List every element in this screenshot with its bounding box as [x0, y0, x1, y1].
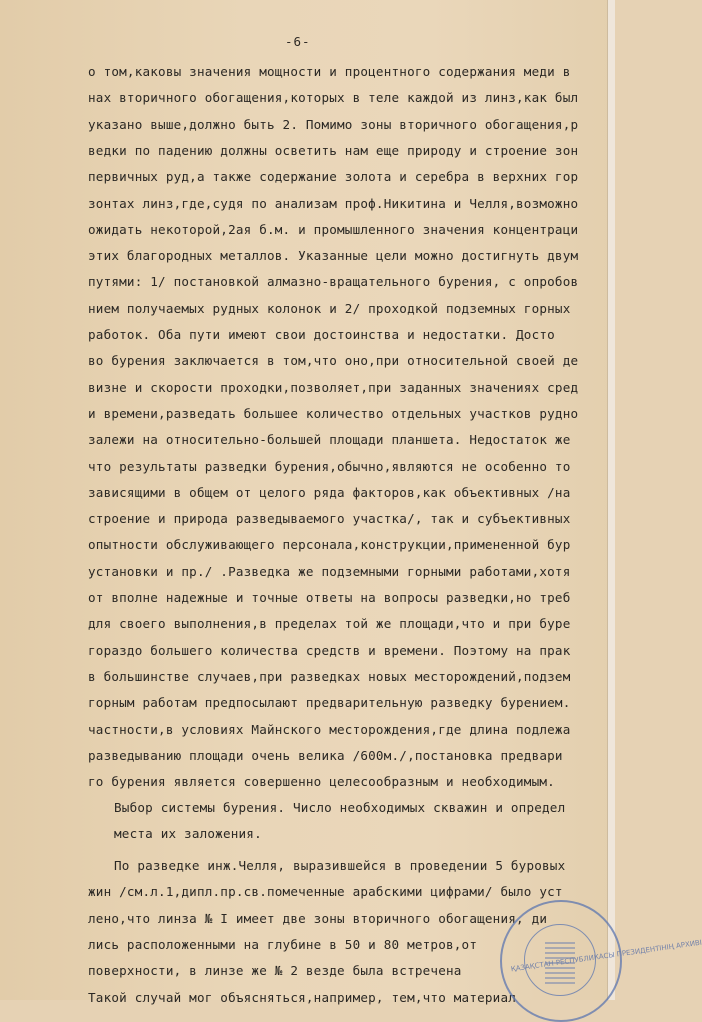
- page-number: -6-: [285, 34, 311, 49]
- stamp-text: ҚАЗАҚСТАН РЕСПУБЛИКАСЫ ПРЕЗИДЕНТІНІҢ АРХИВІ: [510, 938, 702, 974]
- text-line: путями: 1/ постановкой алмазно-вращательного бурения, с опробов: [88, 274, 579, 290]
- text-line: лись расположенными на глубине в 50 и 80 метров,от: [88, 936, 478, 952]
- text-line: Выбор системы бурения. Число необходимых скважин и определ: [114, 800, 566, 815]
- text-line: го бурения является совершенно целесообразным и необходимым.: [88, 774, 555, 790]
- text-line: зонтах линз,где,судя по анализам проф.Никитина и Челля,возможно: [88, 195, 579, 211]
- text-line: опытности обслуживающего персонала,конструкции,примененной бур: [88, 537, 571, 553]
- text-line: жин /см.л.1,дипл.пр.св.помеченные арабскими цифрами/ было уст: [88, 884, 563, 900]
- text-line: первичных руд,а также содержание золота и серебра в верхних гор: [88, 169, 579, 185]
- text-line: нах вторичного обогащения,которых в теле каждой из линз,как был: [88, 90, 579, 106]
- text-line: установки и пр./ .Разведка же подземными горными работами,хотя: [88, 563, 571, 579]
- text-line: частности,в условиях Майнского месторождения,где длина подлежа: [88, 721, 571, 737]
- text-line: работок. Оба пути имеют свои достоинства и недостатки. Досто: [88, 327, 555, 342]
- text-line: в большинстве случаев,при разведках новых месторождений,подзем: [88, 668, 571, 684]
- text-line: во бурения заключается в том,что оно,при относительной своей де: [88, 353, 579, 369]
- text-line: для своего выполнения,в пределах той же площади,что и при буре: [88, 616, 571, 632]
- text-line: гораздо большего количества средств и времени. Поэтому на прак: [88, 642, 571, 658]
- text-line: от вполне надежные и точные ответы на вопросы разведки,но треб: [88, 590, 571, 605]
- text-line: поверхности, в линзе же № 2 везде была встречена: [88, 963, 462, 979]
- text-line: визне и скорости проходки,позволяет,при заданных значениях сред: [88, 379, 579, 395]
- text-line: Такой случай мог объясняться,например, тем,что материал: [88, 989, 517, 1005]
- text-line: места их заложения.: [114, 826, 262, 841]
- text-line: лено,что линза № I имеет две зоны вторичного обогащения, ди: [88, 910, 548, 926]
- text-line: указано выше,должно быть 2. Помимо зоны вторичного обогащения,р: [88, 116, 579, 132]
- text-line: этих благородных металлов. Указанные цели можно достигнуть двум: [88, 248, 579, 264]
- text-line: и времени,разведать большее количество отдельных участков рудно: [88, 405, 579, 421]
- text-line: нием получаемых рудных колонок и 2/ проходкой подземных горных: [88, 300, 571, 316]
- text-line: разведыванию площади очень велика /600м./,постановка предвари: [88, 747, 563, 763]
- text-line: зависящими в общем от целого ряда факторов,как объективных /на: [88, 484, 571, 500]
- page-edge: [607, 0, 615, 1000]
- text-line: залежи на относительно-большей площади планшета. Недостаток же: [88, 432, 571, 448]
- text-line: строение и природа разведываемого участка/, так и субъективных: [88, 511, 571, 527]
- text-line: горным работам предпосылают предварительную разведку бурением.: [88, 695, 571, 711]
- text-line: что результаты разведки бурения,обычно,являются не особенно то: [88, 458, 571, 474]
- text-line: По разведке инж.Челля, выразившейся в проведении 5 буровых: [114, 858, 566, 873]
- text-line: ведки по падению должны осветить нам еще природу и строение зон: [88, 142, 579, 158]
- text-line: о том,каковы значения мощности и процентного содержания меди в: [88, 64, 571, 79]
- text-line: ожидать некоторой,2ая б.м. и промышленного значения концентраци: [88, 221, 579, 237]
- archive-stamp: [500, 900, 702, 1022]
